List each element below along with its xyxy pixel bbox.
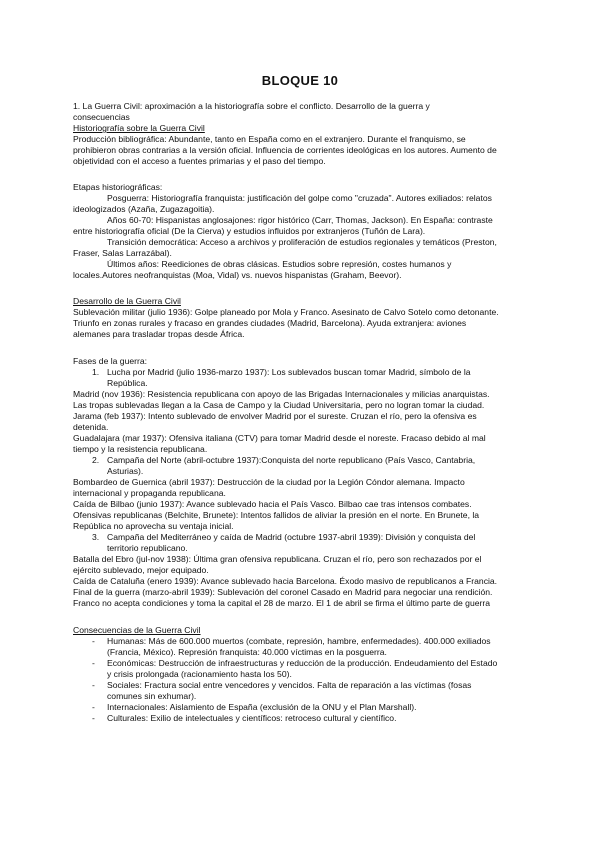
fase-line: territorio republicano. [107,543,188,553]
list-number: 1. [92,367,100,377]
section-heading-historiografia: Historiografía sobre la Guerra Civil [73,123,205,133]
paragraph-line: Bombardeo de Guernica (abril 1937): Destrucción de la ciudad por la Legión Cóndor alemana. Impacto [73,477,465,487]
fase-line: Campaña del Norte (abril-octubre 1937):Conquista del norte republicano (País Vasco, Cantabria, [107,455,476,465]
paragraph-line: Guadalajara (mar 1937): Ofensiva italiana (CTV) para tomar Madrid desde el noreste. Fracaso debido al mal [73,433,486,443]
paragraph-line: República no aprovecha su ventaja inicial. [73,521,234,531]
etapas-label: Etapas historiográficas: [73,182,163,192]
consecuencia-line: Económicas: Destrucción de infraestructuras y reducción de la producción. Endeudamiento del Estado [107,658,498,668]
intro-line: consecuencias [73,112,130,122]
paragraph-line: Caída de Bilbao (junio 1937): Avance sublevado hacia el País Vasco. Bilbao cae tras intensos combates. [73,499,472,509]
fase-line: Campaña del Mediterráneo y caída de Madrid (octubre 1937-abril 1939): División y conquista del [107,532,476,542]
fases-label: Fases de la guerra: [73,356,148,366]
paragraph-line: internacional y propaganda republicana. [73,488,226,498]
etapa-line: Fraser, Salas Larrazábal). [73,248,172,258]
page-title: BLOQUE 10 [261,73,339,88]
bullet-dash: - [92,702,95,712]
etapa-line: Posguerra: Historiografía franquista: justificación del golpe como "cruzada". Autores exiliados: relatos [107,193,492,203]
paragraph-line: detenida. [73,422,109,432]
fase-line: Asturias). [107,466,144,476]
consecuencia-line: Sociales: Fractura social entre vencedores y vencidos. Falta de reparación a las víctimas (fosas [107,680,472,690]
bullet-dash: - [92,713,95,723]
paragraph-line: Caída de Cataluña (enero 1939): Avance sublevado hacia Barcelona. Éxodo masivo de republicanos a Francia. [73,576,498,586]
consecuencia-line: Humanas: Más de 600.000 muertos (combate, represión, hambre, enfermedades). 400.000 exiliados [107,636,491,646]
etapa-line: Últimos años: Reediciones de obras clásicas. Estudios sobre represión, costes humanos y [107,259,452,269]
fase-line: Lucha por Madrid (julio 1936-marzo 1937): Los sublevados buscan tomar Madrid, símbolo de la [107,367,471,377]
fase-line: República. [107,378,148,388]
paragraph-line: ejército sublevado, mejor equipado. [73,565,209,575]
paragraph-line: Final de la guerra (marzo-abril 1939): Sublevación del coronel Casado en Madrid para negociar una rendición. [73,587,493,597]
consecuencia-line: y crisis prolongada (racionamiento hasta los 50). [107,669,292,679]
list-number: 3. [92,532,100,542]
etapa-line: entre historiografía oficial (De la Cierva) y estudios influidos por extranjeros (Tuñón de Lara). [73,226,426,236]
paragraph-line: alemanes para trasladar tropas desde África. [73,329,245,339]
bullet-dash: - [92,636,95,646]
list-number: 2. [92,455,100,465]
paragraph-line: Las tropas sublevadas llegan a la Casa de Campo y la Ciudad Universitaria, pero no logran tomar la ciudad. [73,400,485,410]
consecuencia-line: (Francia, México). Represión franquista: 40.000 víctimas en la posguerra. [107,647,387,657]
paragraph-line: objetividad con el acceso a fuentes primarias y el paso del tiempo. [73,156,326,166]
paragraph-line: prohibieron obras contrarias a la versión oficial. Influencia de corrientes ideológicas en los autores. Aumento de [73,145,497,155]
bullet-dash: - [92,680,95,690]
consecuencia-line: Internacionales: Aislamiento de España (exclusión de la ONU y el Plan Marshall). [107,702,417,712]
etapa-line: Años 60-70: Hispanistas anglosajones: rigor histórico (Carr, Thomas, Jackson). En España: contraste [107,215,493,225]
etapa-line: Transición democrática: Acceso a archivos y proliferación de estudios regionales y temáticos (Preston, [107,237,497,247]
section-heading-consecuencias: Consecuencias de la Guerra Civil [73,625,201,635]
paragraph-line: Madrid (nov 1936): Resistencia republicana con apoyo de las Brigadas Internacionales y milicias anarquistas. [73,389,490,399]
consecuencia-line: comunes sin exhumar). [107,691,197,701]
bullet-dash: - [92,658,95,668]
paragraph-line: tiempo y la resistencia republicana. [73,444,208,454]
paragraph-line: Ofensivas republicanas (Belchite, Brunete): Intentos fallidos de aliviar la presión en el norte. En Brunete, la [73,510,480,520]
section-heading-desarrollo: Desarrollo de la Guerra Civil [73,296,181,306]
paragraph-line: Jarama (feb 1937): Intento sublevado de envolver Madrid por el sureste. Cruzan el río, pero la ofensiva es [73,411,477,421]
paragraph-line: Triunfo en zonas rurales y fracaso en grandes ciudades (Madrid, Barcelona). Ayuda extranjera: aviones [73,318,467,328]
consecuencia-line: Culturales: Exilio de intelectuales y científicos: retroceso cultural y científico. [107,713,397,723]
intro-line: 1. La Guerra Civil: aproximación a la historiografía sobre el conflicto. Desarrollo de la guerra y [73,101,430,111]
etapa-line: locales.Autores neofranquistas (Moa, Vidal) vs. nuevos hispanistas (Graham, Beevor). [73,270,402,280]
paragraph-line: Producción bibliográfica: Abundante, tanto en España como en el extranjero. Durante el franquismo, se [73,134,466,144]
paragraph-line: Franco no acepta condiciones y toma la capital el 28 de marzo. El 1 de abril se firma el último parte de guerra [73,598,491,608]
paragraph-line: Sublevación militar (julio 1936): Golpe planeado por Mola y Franco. Asesinato de Calvo Sotelo como detonante. [73,307,499,317]
paragraph-line: Batalla del Ebro (jul-nov 1938): Última gran ofensiva republicana. Cruzan el río, pero son rechazados por el [73,554,482,564]
etapa-line: ideologizados (Azaña, Zugazagoitia). [73,204,215,214]
